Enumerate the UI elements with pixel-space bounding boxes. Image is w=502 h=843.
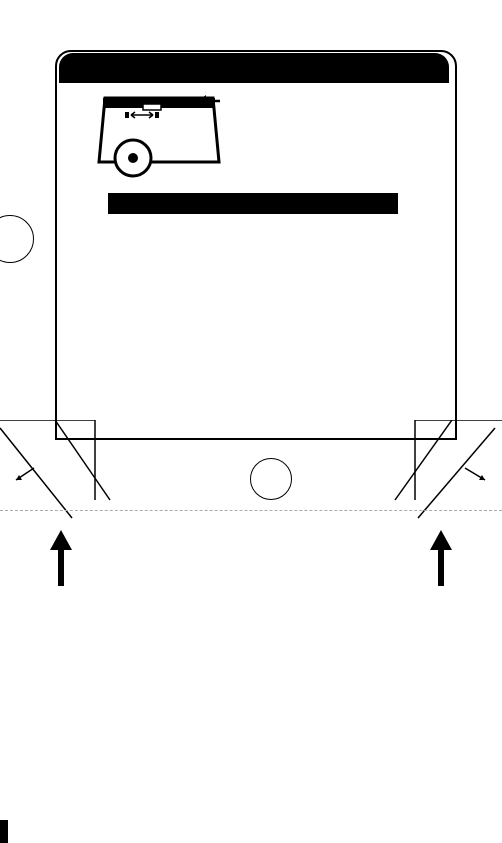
hotline-bar [108,193,398,214]
perforation-line [0,510,502,511]
barcode [100,716,412,782]
punch-hole-left [0,215,34,263]
arrow-up-icon-right [430,530,452,586]
arrow-up-icon-left [50,530,72,586]
peel-corners [0,420,502,520]
header-title [59,53,449,83]
arrow-left-icon [198,94,222,108]
bottom-edge [0,820,8,843]
